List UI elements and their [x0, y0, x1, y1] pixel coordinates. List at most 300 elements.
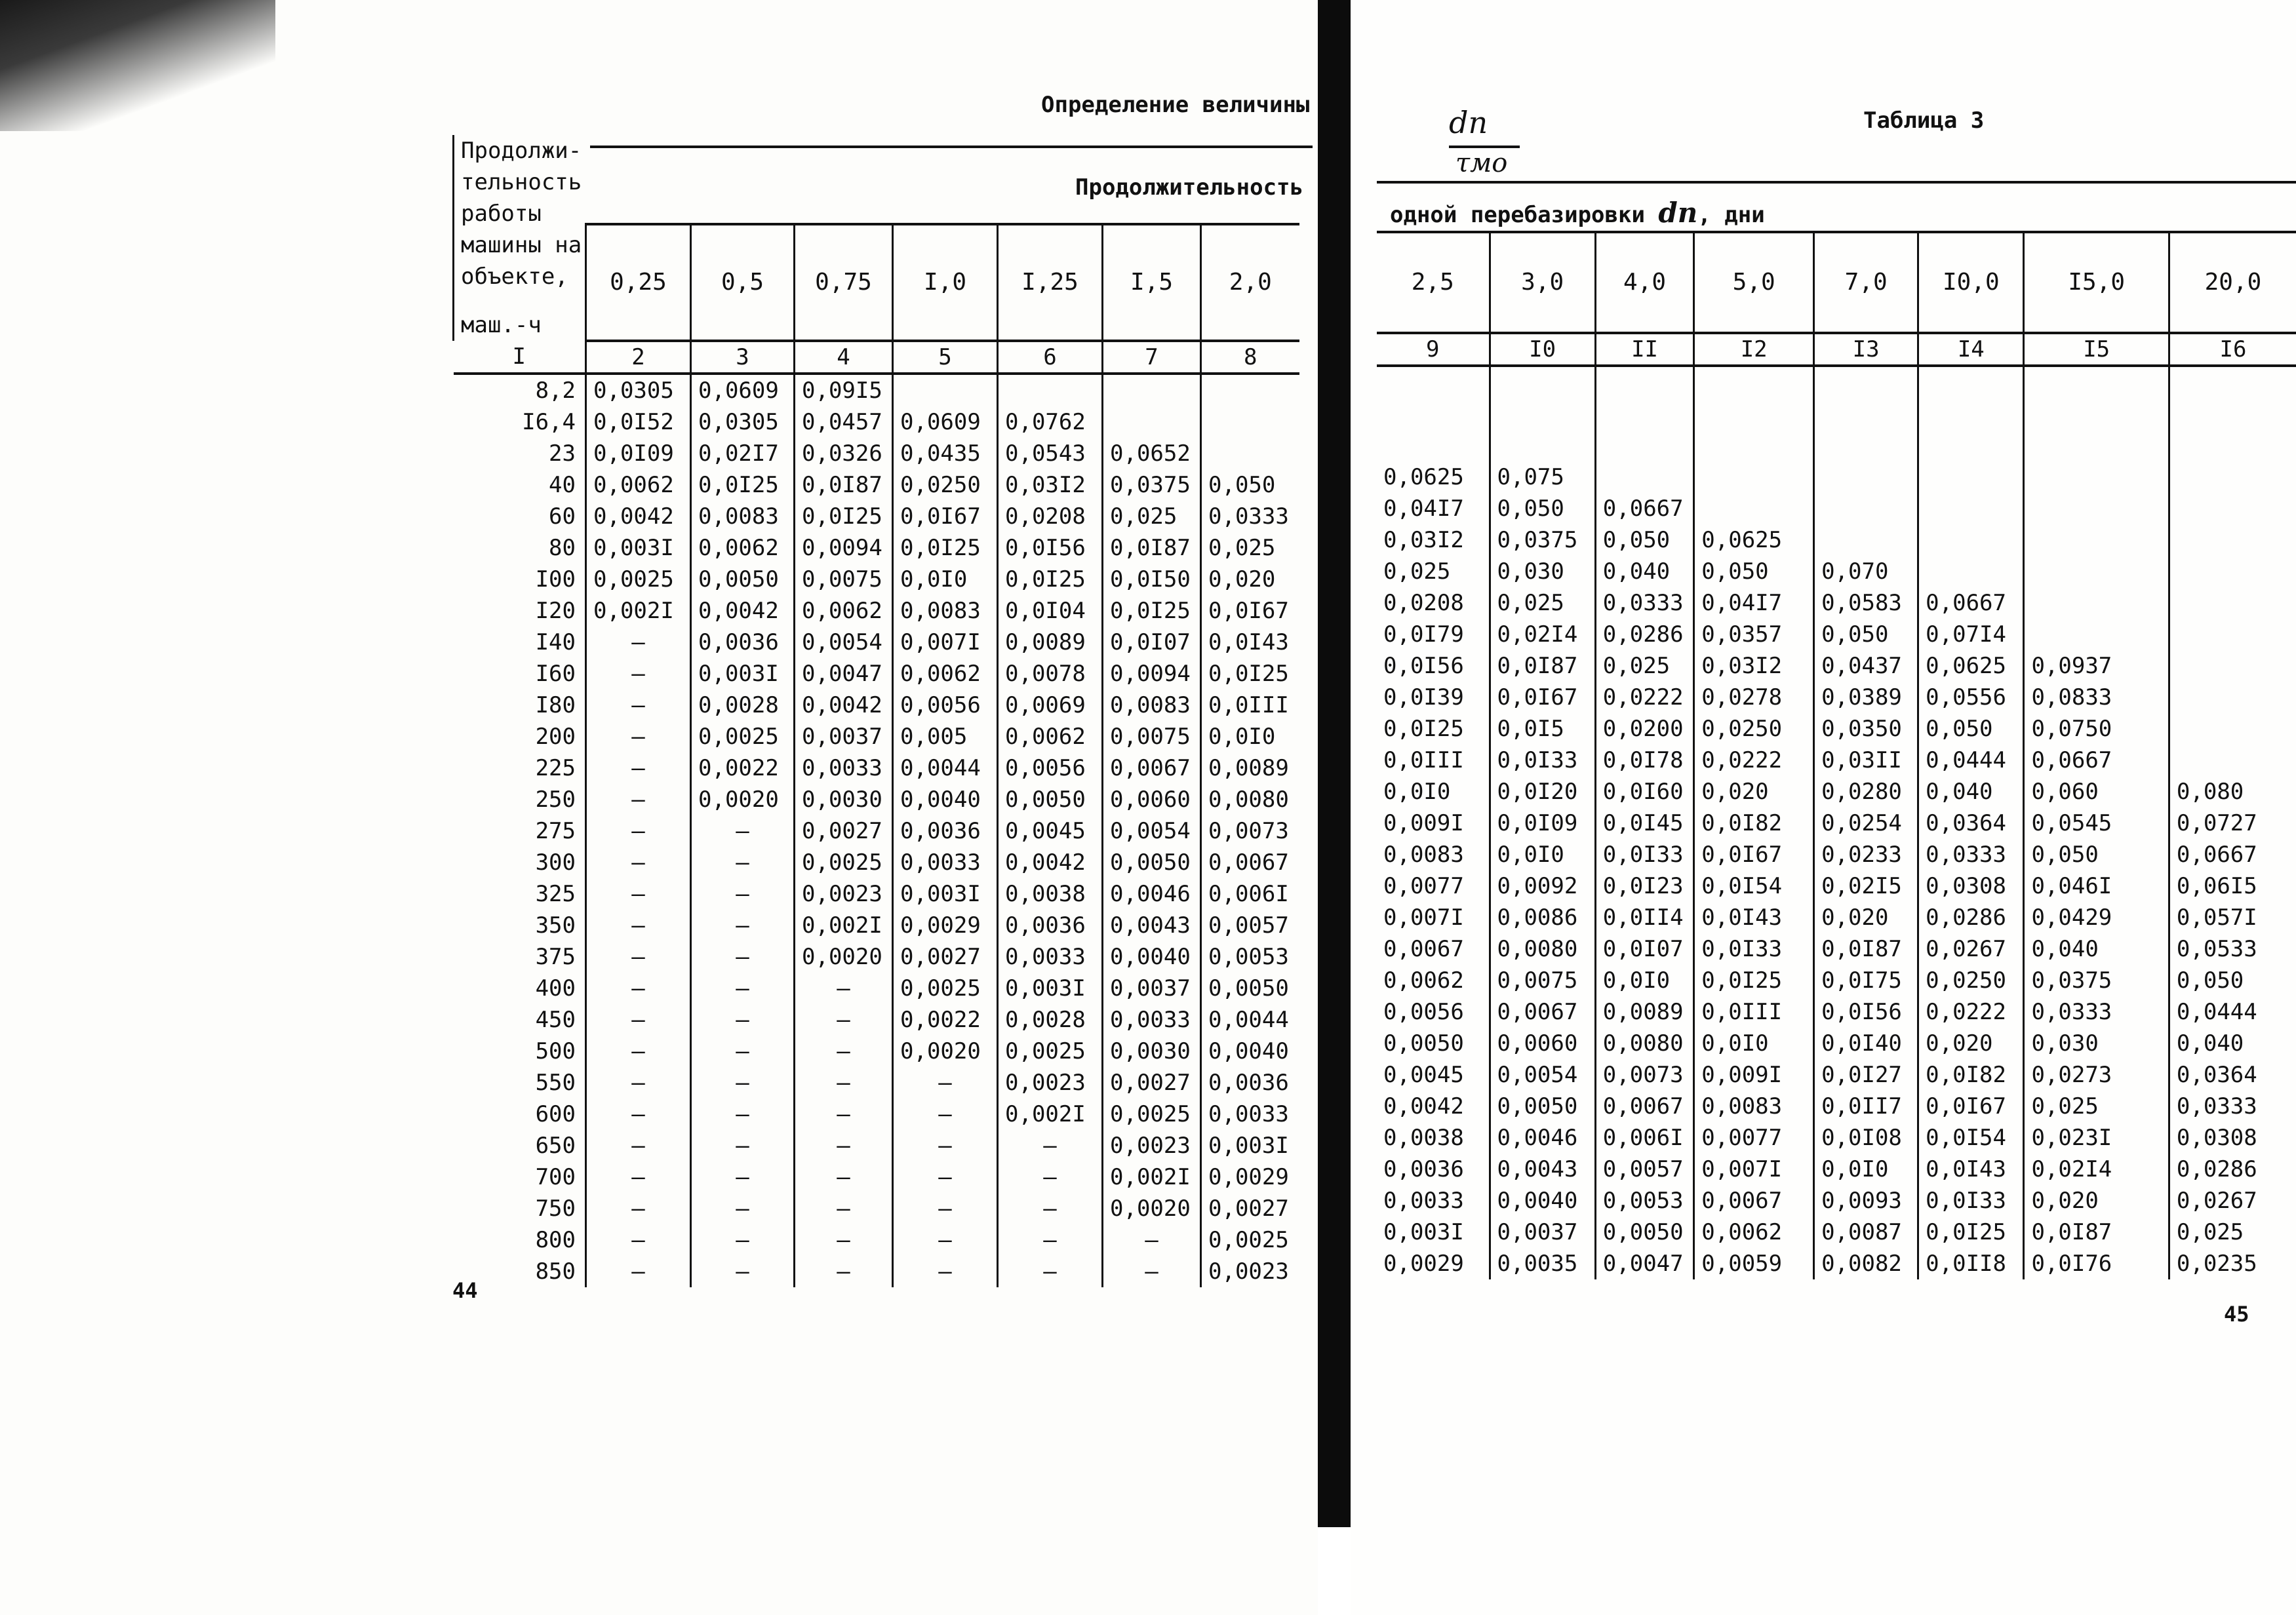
table-cell: – — [586, 721, 691, 752]
table-cell: 0,0I33 — [1595, 839, 1694, 870]
table-cell: 0,0I5 — [1490, 713, 1595, 745]
table-cell: 0,0050 — [998, 784, 1103, 815]
table-cell: 0,0087 — [1814, 1216, 1918, 1248]
table-cell: 0,0I40 — [1814, 1028, 1918, 1059]
table-cell: 0,0444 — [1918, 745, 2024, 776]
table-cell: 0,0062 — [893, 658, 998, 690]
table-cell: 0,0054 — [795, 627, 893, 658]
column-header: I5,0 — [2024, 232, 2169, 333]
table-cell: 0,0078 — [998, 658, 1103, 690]
table-cell: 0,060 — [2024, 776, 2169, 808]
column-number: 2 — [586, 341, 691, 374]
table-cell: 0,0437 — [1814, 650, 1918, 682]
column-number: I0 — [1490, 333, 1595, 366]
table-cell: 0,0037 — [1103, 973, 1201, 1004]
row-label: I80 — [535, 692, 576, 718]
row-label: 400 — [535, 975, 576, 1002]
table-row — [454, 847, 1299, 878]
table-cell: 0,0080 — [1595, 1028, 1694, 1059]
column-header: 3,0 — [1490, 232, 1595, 333]
table-cell: 0,0333 — [1918, 839, 2024, 870]
table-row — [454, 1099, 1299, 1130]
table-cell: 0,03I2 — [1694, 650, 1814, 682]
table-cell: 0,006I — [1595, 1122, 1694, 1154]
table-cell: 0,0222 — [1918, 996, 2024, 1028]
table-cell: 0,0762 — [998, 406, 1103, 438]
table-cell: – — [998, 1256, 1103, 1287]
table-cell: – — [795, 1099, 893, 1130]
table-cell: 0,0625 — [1918, 650, 2024, 682]
table-cell: 0,070 — [1814, 556, 1918, 587]
table-cell: 0,0I25 — [691, 469, 795, 501]
table-cell: 0,0I87 — [1814, 933, 1918, 965]
table-cell: – — [998, 1224, 1103, 1256]
table-cell: 0,0040 — [1490, 1185, 1595, 1216]
table-cell — [2024, 461, 2169, 493]
column-number: 8 — [1201, 341, 1299, 374]
table-cell: 0,0030 — [795, 784, 893, 815]
row-label: 500 — [535, 1038, 576, 1064]
table-cell: 0,0375 — [1103, 469, 1201, 501]
table-cell: 0,0I67 — [893, 501, 998, 532]
column-number: 7 — [1103, 341, 1201, 374]
table-cell — [1814, 493, 1918, 524]
table-cell: 0,0I0 — [1814, 1154, 1918, 1185]
table-cell: 0,0025 — [1103, 1099, 1201, 1130]
table-cell: 0,0308 — [1918, 870, 2024, 902]
table-cell: 0,0040 — [893, 784, 998, 815]
table-cell: 0,0027 — [1103, 1067, 1201, 1099]
table-cell: 0,009I — [1383, 810, 1464, 836]
table-cell: 0,0038 — [1383, 1125, 1464, 1151]
row-label: 325 — [535, 881, 576, 907]
table-row — [454, 941, 1299, 973]
table-cell: 0,0082 — [1814, 1248, 1918, 1279]
table-row — [1377, 1122, 2296, 1154]
table-cell: 0,0375 — [2024, 965, 2169, 996]
table-cell: 0,0046 — [1490, 1122, 1595, 1154]
table-cell: – — [586, 1004, 691, 1036]
table-cell: 0,0222 — [1694, 745, 1814, 776]
table-cell — [2169, 745, 2296, 776]
table-cell: 0,0I0 — [1201, 721, 1299, 752]
table-cell: 0,0I87 — [795, 469, 893, 501]
table-cell: 0,0053 — [1595, 1185, 1694, 1216]
table-cell: 0,0033 — [1201, 1099, 1299, 1130]
table-cell: 0,0III — [1201, 690, 1299, 721]
table-cell: 0,0035 — [1490, 1248, 1595, 1279]
table-cell: – — [893, 1161, 998, 1193]
table-cell: 0,0I07 — [1595, 933, 1694, 965]
table-cell: 0,020 — [2024, 1185, 2169, 1216]
table-cell: 0,0044 — [893, 752, 998, 784]
table-cell: 0,0833 — [2024, 682, 2169, 713]
table-cell — [2024, 493, 2169, 524]
table-cell: 0,0042 — [691, 595, 795, 627]
table-cell: – — [691, 815, 795, 847]
table-cell — [1103, 374, 1201, 406]
table-cell — [2024, 619, 2169, 650]
table-cell: 0,0050 — [1490, 1091, 1595, 1122]
table-cell — [1595, 366, 1694, 399]
table-cell: 0,0056 — [998, 752, 1103, 784]
table-cell: 0,0545 — [2024, 808, 2169, 839]
table-cell: 0,0667 — [1918, 587, 2024, 619]
table-cell: 0,0I27 — [1814, 1059, 1918, 1091]
table-cell: 0,025 — [2169, 1216, 2296, 1248]
table-cell: – — [586, 658, 691, 690]
table-cell: 0,0333 — [1201, 501, 1299, 532]
row-label: 600 — [535, 1101, 576, 1127]
table-row — [454, 627, 1299, 658]
table-cell: 0,0543 — [998, 438, 1103, 469]
table-cell: 0,0044 — [1201, 1004, 1299, 1036]
table-cell: 0,050 — [1694, 556, 1814, 587]
table-cell — [1694, 430, 1814, 461]
table-cell: – — [691, 910, 795, 941]
table-row — [454, 1224, 1299, 1256]
table-cell: 0,0075 — [1103, 721, 1201, 752]
table-cell: – — [893, 1130, 998, 1161]
table-cell — [1377, 399, 1490, 430]
table-cell: 0,0027 — [893, 941, 998, 973]
table-row — [1377, 713, 2296, 745]
table-cell: 0,003I — [1383, 1219, 1464, 1245]
table-cell: – — [893, 1224, 998, 1256]
table-cell: 0,005 — [893, 721, 998, 752]
table-cell — [2024, 587, 2169, 619]
table-cell: 0,0375 — [1490, 524, 1595, 556]
table-cell: 0,0I45 — [1595, 808, 1694, 839]
table-cell: 0,0435 — [893, 438, 998, 469]
table-cell: 0,0305 — [586, 374, 691, 406]
table-cell: – — [586, 1161, 691, 1193]
table-cell: 0,0094 — [1103, 658, 1201, 690]
table-cell: 0,0046 — [1103, 878, 1201, 910]
table-cell: 0,0029 — [893, 910, 998, 941]
table-cell: 0,04I7 — [1694, 587, 1814, 619]
table-cell — [1694, 461, 1814, 493]
table-cell: 0,04I7 — [1383, 496, 1464, 522]
table-cell: 0,002I — [998, 1099, 1103, 1130]
table-cell: – — [795, 973, 893, 1004]
table-cell: 0,0750 — [2024, 713, 2169, 745]
table-cell: 0,0I43 — [1918, 1154, 2024, 1185]
table-cell: 0,0652 — [1103, 438, 1201, 469]
table-cell: 0,025 — [1103, 501, 1201, 532]
table-cell: 0,0I25 — [1918, 1216, 2024, 1248]
table-cell: – — [586, 1193, 691, 1224]
table-row — [1377, 1154, 2296, 1185]
table-cell: – — [795, 1193, 893, 1224]
table-cell: 0,002I — [795, 910, 893, 941]
table-cell: – — [795, 1130, 893, 1161]
table-row — [1377, 461, 2296, 493]
table-row — [454, 532, 1299, 564]
column-number: I6 — [2169, 333, 2296, 366]
table-cell: 0,03I2 — [1383, 527, 1464, 553]
table-cell — [1918, 556, 2024, 587]
table-row — [1377, 650, 2296, 682]
table-cell: 0,0027 — [1201, 1193, 1299, 1224]
table-cell: 0,025 — [2024, 1091, 2169, 1122]
table-cell: – — [586, 1099, 691, 1130]
table-cell: 0,009I — [1694, 1059, 1814, 1091]
table-cell: 0,0556 — [1918, 682, 2024, 713]
column-number: 9 — [1377, 333, 1490, 366]
table-cell: 0,09I5 — [795, 374, 893, 406]
table-cell: 0,0273 — [2024, 1059, 2169, 1091]
table-label: Таблица 3 — [1863, 107, 1985, 134]
table-cell: 0,0308 — [2169, 1122, 2296, 1154]
table-cell: – — [795, 1161, 893, 1193]
table-cell: 0,057I — [2169, 902, 2296, 933]
column-header: 4,0 — [1595, 232, 1694, 333]
column-number: I2 — [1694, 333, 1814, 366]
table-cell: 0,0I87 — [1103, 532, 1201, 564]
table-cell: 0,050 — [2024, 839, 2169, 870]
table-cell: 0,007I — [1383, 905, 1464, 931]
table-cell: 0,0I33 — [1918, 1185, 2024, 1216]
table-cell: 0,0059 — [1694, 1248, 1814, 1279]
table-cell — [2169, 556, 2296, 587]
table-cell: 0,050 — [1595, 524, 1694, 556]
table-cell: 0,050 — [2169, 965, 2296, 996]
table-cell: 0,0020 — [1103, 1193, 1201, 1224]
table-row — [454, 973, 1299, 1004]
table-row — [454, 1036, 1299, 1067]
table-cell: 0,0I54 — [1694, 870, 1814, 902]
table-cell: 0,0025 — [1201, 1224, 1299, 1256]
table-cell: 0,0042 — [586, 501, 691, 532]
table-cell: 0,02I4 — [1490, 619, 1595, 650]
table-cell: 0,0042 — [1383, 1093, 1464, 1119]
table-cell: 0,040 — [2169, 1028, 2296, 1059]
table-cell: – — [586, 1256, 691, 1287]
table-cell: 0,050 — [1201, 469, 1299, 501]
table-cell: 0,0056 — [1383, 999, 1464, 1025]
table-row — [454, 658, 1299, 690]
column-header: 2,5 — [1377, 232, 1490, 333]
book-spine — [1318, 0, 1351, 1527]
table-cell: 0,0I76 — [2024, 1248, 2169, 1279]
table-cell: 0,0029 — [1201, 1161, 1299, 1193]
table-cell: 0,0047 — [1595, 1248, 1694, 1279]
table-cell: 0,0080 — [1490, 933, 1595, 965]
table-row — [1377, 493, 2296, 524]
table-cell: 0,0357 — [1694, 619, 1814, 650]
left-heading: Определение величины — [1041, 92, 1310, 118]
table-cell: – — [586, 627, 691, 658]
row-label: 8,2 — [535, 378, 576, 404]
table-cell: 0,0047 — [795, 658, 893, 690]
table-cell: – — [586, 690, 691, 721]
table-cell: 0,0057 — [1201, 910, 1299, 941]
table-cell: – — [586, 752, 691, 784]
table-cell — [2169, 366, 2296, 399]
column-header: 7,0 — [1814, 232, 1918, 333]
table-cell: 0,0II7 — [1814, 1091, 1918, 1122]
table-row — [454, 815, 1299, 847]
table-cell: 0,0I50 — [1103, 564, 1201, 595]
table-row — [1377, 524, 2296, 556]
table-cell: 0,006I — [1201, 878, 1299, 910]
table-cell: 0,0222 — [1595, 682, 1694, 713]
table-cell: 0,0364 — [1918, 808, 2024, 839]
table-cell: 0,0250 — [1918, 965, 2024, 996]
subheading-symbol: dп — [1658, 197, 1698, 229]
table-row — [454, 1256, 1299, 1287]
table-cell — [2024, 366, 2169, 399]
table-cell: 0,0027 — [795, 815, 893, 847]
table-cell: 0,0I33 — [1694, 933, 1814, 965]
table-cell: 0,0I09 — [1490, 808, 1595, 839]
table-cell — [1918, 493, 2024, 524]
table-cell: 0,0267 — [1918, 933, 2024, 965]
row-label: 550 — [535, 1070, 576, 1096]
table-cell: 0,0089 — [1595, 996, 1694, 1028]
table-cell: 0,075 — [1490, 461, 1595, 493]
table-cell: 0,003I — [998, 973, 1103, 1004]
table-cell: 0,0I60 — [1595, 776, 1694, 808]
table-cell: – — [893, 1256, 998, 1287]
table-cell: 0,0444 — [2169, 996, 2296, 1028]
row-label: 23 — [549, 440, 576, 467]
table-cell: 0,0286 — [1595, 619, 1694, 650]
table-cell: 0,0I25 — [1201, 658, 1299, 690]
table-cell: – — [691, 1256, 795, 1287]
table-cell: 0,025 — [1201, 532, 1299, 564]
table-cell: 0,0I25 — [893, 532, 998, 564]
row-label: 275 — [535, 818, 576, 844]
table-cell: – — [586, 910, 691, 941]
column-number: 3 — [691, 341, 795, 374]
column-header: 0,25 — [586, 224, 691, 341]
table-cell — [1814, 430, 1918, 461]
table-cell: 0,0286 — [1918, 902, 2024, 933]
table-cell: 0,02I7 — [691, 438, 795, 469]
table-cell: 0,0073 — [1201, 815, 1299, 847]
table-row — [454, 690, 1299, 721]
table-cell: – — [586, 1067, 691, 1099]
table-cell: 0,0060 — [1490, 1028, 1595, 1059]
table-cell — [1201, 406, 1299, 438]
table-cell: 0,0092 — [1490, 870, 1595, 902]
table-cell: – — [691, 1099, 795, 1130]
table-cell: 0,0060 — [1103, 784, 1201, 815]
table-cell: 0,0067 — [1595, 1091, 1694, 1122]
table-cell: 0,0III — [1694, 996, 1814, 1028]
column-header: 0,75 — [795, 224, 893, 341]
table-cell: – — [998, 1193, 1103, 1224]
table-row — [454, 438, 1299, 469]
table-cell: 0,0043 — [1103, 910, 1201, 941]
page-number: 45 — [2224, 1302, 2249, 1327]
table-row — [454, 721, 1299, 752]
table-cell: 0,0050 — [691, 564, 795, 595]
table-cell — [2024, 430, 2169, 461]
table-cell: 0,0025 — [795, 847, 893, 878]
table-cell: – — [586, 1130, 691, 1161]
left-subheading: Продолжительность — [1075, 174, 1303, 201]
column-number: 4 — [795, 341, 893, 374]
table-cell — [1814, 366, 1918, 399]
table-cell — [1918, 366, 2024, 399]
table-cell: 0,0280 — [1814, 776, 1918, 808]
table-cell: 0,0250 — [893, 469, 998, 501]
table-cell: 0,020 — [1918, 1028, 2024, 1059]
table-cell: – — [691, 941, 795, 973]
table-cell: 0,0033 — [998, 941, 1103, 973]
table-cell: – — [691, 1036, 795, 1067]
row-header-line: тельность — [461, 169, 582, 195]
table-cell — [1201, 374, 1299, 406]
table-cell: 0,0080 — [1201, 784, 1299, 815]
page-number: 44 — [452, 1278, 478, 1303]
table-cell: 0,0429 — [2024, 902, 2169, 933]
table-cell: 0,0I25 — [795, 501, 893, 532]
table-row — [1377, 745, 2296, 776]
table-cell: 0,0036 — [1383, 1156, 1464, 1182]
table-cell — [893, 374, 998, 406]
table-cell: 0,0023 — [1201, 1256, 1299, 1287]
table-row — [1377, 933, 2296, 965]
table-cell: 0,0I67 — [1490, 682, 1595, 713]
row-label: I40 — [535, 629, 576, 655]
table-cell: 0,0I82 — [1918, 1059, 2024, 1091]
table-row — [454, 1193, 1299, 1224]
table-cell: 0,0937 — [2024, 650, 2169, 682]
table-cell: 0,023I — [2024, 1122, 2169, 1154]
column-header: 2,0 — [1201, 224, 1299, 341]
table-cell: – — [893, 1099, 998, 1130]
table-cell: 0,0333 — [2169, 1091, 2296, 1122]
row-label: I20 — [535, 598, 576, 624]
table-cell — [1814, 461, 1918, 493]
heading-rule — [1377, 181, 2296, 184]
table-cell: 0,0533 — [2169, 933, 2296, 965]
table-cell: 0,007I — [1694, 1154, 1814, 1185]
table-cell: 0,002I — [1103, 1161, 1201, 1193]
table-cell: 0,0067 — [1490, 996, 1595, 1028]
table-row — [1377, 776, 2296, 808]
table-cell: 0,0029 — [1383, 1251, 1464, 1277]
table-cell: 0,025 — [1490, 587, 1595, 619]
table-cell: – — [998, 1130, 1103, 1161]
table-cell: 0,025 — [1595, 650, 1694, 682]
table-cell: 0,0023 — [1103, 1130, 1201, 1161]
table-row — [1377, 902, 2296, 933]
table-cell: 0,0062 — [998, 721, 1103, 752]
table-cell — [2169, 493, 2296, 524]
table-cell: 0,0036 — [1201, 1067, 1299, 1099]
column-header: I,0 — [893, 224, 998, 341]
table-cell: 0,0050 — [1201, 973, 1299, 1004]
table-cell: 0,0075 — [1490, 965, 1595, 996]
table-cell: 0,0235 — [2169, 1248, 2296, 1279]
column-header: 0,5 — [691, 224, 795, 341]
table-cell: – — [691, 847, 795, 878]
table-cell: 0,0254 — [1814, 808, 1918, 839]
table-cell: 0,0267 — [2169, 1185, 2296, 1216]
table-cell: 0,0023 — [998, 1067, 1103, 1099]
table-cell: 0,0036 — [893, 815, 998, 847]
table-cell — [1490, 366, 1595, 399]
table-cell: 0,0667 — [2024, 745, 2169, 776]
table-cell: 0,0I54 — [1918, 1122, 2024, 1154]
table-cell: 0,030 — [2024, 1028, 2169, 1059]
table-cell: 0,0457 — [795, 406, 893, 438]
